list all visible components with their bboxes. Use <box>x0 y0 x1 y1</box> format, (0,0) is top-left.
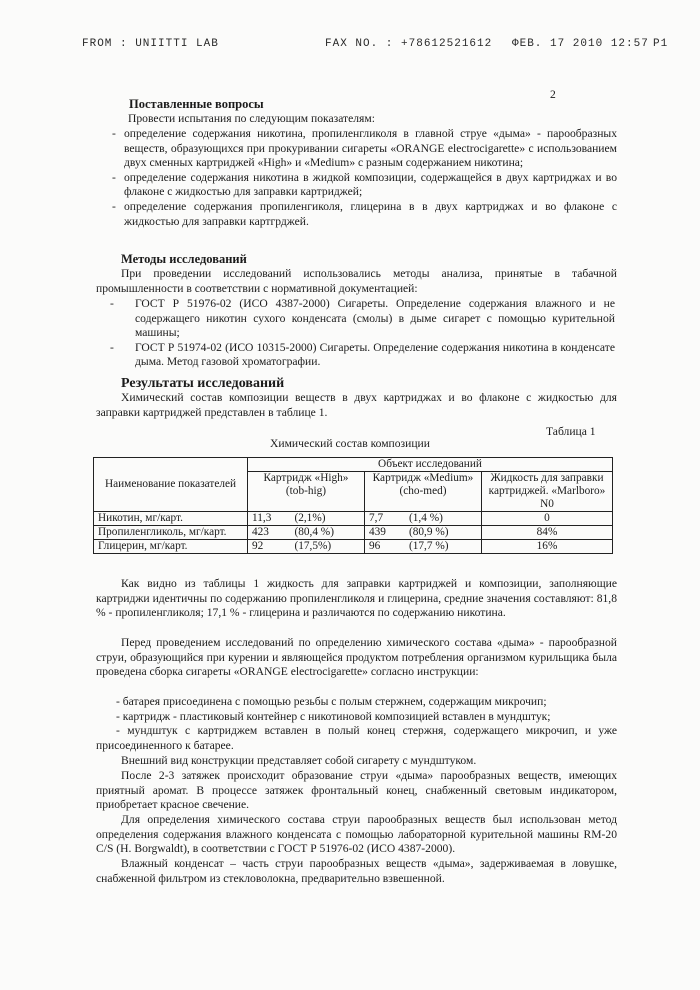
table-label: Таблица 1 <box>546 425 596 438</box>
cell-medium-percent: (1,4 %) <box>405 512 482 526</box>
questions-title: Поставленные вопросы <box>129 97 264 111</box>
paragraph-puffs: После 2-3 затяжек происходит образование струи «дыма» парообразных веществ, имеющих приятный аромат. В процессе затяжек фронтальный конец, снабженный световым индикатором, приобретает красное свечение. <box>96 769 617 812</box>
fax-page: P1 <box>653 38 669 50</box>
assembly-item-2: - картридж - пластиковый контейнер с никотиновой композицией вставлен в мундштук; <box>116 709 551 723</box>
questions-intro: Провести испытания по следующим показателям: <box>128 112 375 125</box>
cell-medium-value: 96 <box>364 540 405 554</box>
row-name: Никотин, мг/карт. <box>94 512 248 526</box>
header-high: Картридж «High» (tob-hig) <box>248 472 365 512</box>
header-medium: Картридж «Medium» (cho-med) <box>364 472 481 512</box>
methods-item-1: - ГОСТ Р 51976-02 (ИСО 4387-2000) Сигареты. Определение содержания влажного и не содержащего никотин сухого конденсата (смолы) в дыме сигарет с помощью курительной машины; <box>110 297 615 341</box>
header-object: Объект исследований <box>248 458 613 472</box>
paragraph-method: Для определения химического состава струи парообразных веществ был использован метод определения содержания влажного конденсата с помощью лабораторной курительной машины RM-20 C/S (H. Borgwaldt), в соответствии с ГОСТ Р 51976-02 (ИСО 4387-2000). <box>96 813 617 856</box>
cell-liquid: 16% <box>482 540 613 554</box>
results-title: Результаты исследований <box>121 376 285 391</box>
cell-high-value: 11,3 <box>248 512 291 526</box>
fax-sender: FROM : UNIITTI LAB <box>82 38 219 50</box>
cell-high-percent: (17,5%) <box>290 540 364 554</box>
header-indicators: Наименование показателей <box>94 458 248 512</box>
questions-item-1: - определение содержания никотина, пропиленгликоля в главной струе «дыма» - парообразных веществ, образующихся при прокуривании сигареты «ORANGE electrocigarette» с использованием двух сменных картриджей «High» и «Medium» с разным содержанием никотина; <box>112 127 617 171</box>
paragraph-condensate: Влажный конденсат – часть струи парообразных веществ «дыма», задерживаемая в ловушке, снабженной фильтром из стекловолокна, предварительно взвешенной. <box>96 857 617 885</box>
composition-table <box>93 457 613 554</box>
cell-high-percent: (80,4 %) <box>290 526 364 540</box>
methods-item-2: - ГОСТ Р 51974-02 (ИСО 10315-2000) Сигареты. Определение содержания никотина в конденсате дыма. Метод газовой хроматографии. <box>110 341 615 370</box>
results-intro: Химический состав композиции веществ в двух картриджах и во флаконе с жидкостью для заправки картриджей представлен в таблице 1. <box>96 391 617 419</box>
methods-list <box>110 297 615 370</box>
cell-high-value: 92 <box>248 540 291 554</box>
cell-medium-value: 439 <box>364 526 405 540</box>
questions-list <box>112 127 617 229</box>
paragraph-appearance: Внешний вид конструкции представляет собой сигарету с мундштуком. <box>121 754 477 767</box>
row-name: Пропиленгликоль, мг/карт. <box>94 526 248 540</box>
methods-intro: При проведении исследований использовались методы анализа, принятые в табачной промышленности в соответствии с нормативной документацией: <box>96 267 617 295</box>
cell-medium-percent: (80,9 %) <box>405 526 482 540</box>
page-number: 2 <box>550 88 556 101</box>
header-liquid: Жидкость для заправки картриджей. «Marlboro» N0 <box>482 472 613 512</box>
table-row <box>94 540 613 554</box>
cell-high-value: 423 <box>248 526 291 540</box>
methods-title: Методы исследований <box>121 252 247 266</box>
assembly-item-1: - батарея присоединена с помощью резьбы с полым стержнем, содержащим микрочип; <box>116 695 547 708</box>
cell-high-percent: (2,1%) <box>290 512 364 526</box>
fax-number: FAX NO. : +78612521612 <box>325 38 493 50</box>
table-row <box>94 512 613 526</box>
assembly-list <box>96 695 617 753</box>
assembly-item-3: - мундштук с картриджем вставлен в полый конец стержня, содержащего микрочип, и уже присоединенного к батарее. <box>96 724 617 752</box>
paragraph-conclusion: Как видно из таблицы 1 жидкость для заправки картриджей и композиции, заполняющие картриджи идентичны по содержанию пропиленгликоля и глицерина, средние значения составляют: 81,8 % - пропиленгликоля; 17,1 % - глицерина и различаются по содержанию никотина. <box>96 577 617 620</box>
questions-item-3: - определение содержания пропиленгиколя, глицерина в в двух картриджах и во флаконе с жидкостью для заправки картгрджей. <box>112 200 617 229</box>
cell-liquid: 0 <box>482 512 613 526</box>
row-name: Глицерин, мг/карт. <box>94 540 248 554</box>
table-row <box>94 526 613 540</box>
fax-date: ФЕВ. 17 2010 12:57 <box>512 38 649 50</box>
table-caption: Химический состав композиции <box>270 437 430 450</box>
questions-item-2: - определение содержания никотина в жидкой композиции, содержащейся в двух картриджах и во флаконе с жидкостью для заправки картриджей; <box>112 171 617 200</box>
cell-liquid: 84% <box>482 526 613 540</box>
paragraph-assembly: Перед проведением исследований по определению химического состава «дыма» - парообразной струи, образующийся при курении и являющейся продуктом потребления организмом курильщика была проведена сборка сигареты «ORANGE electrocigarette» согласно инструкции: <box>96 636 617 679</box>
cell-medium-percent: (17,7 %) <box>405 540 482 554</box>
cell-medium-value: 7,7 <box>364 512 405 526</box>
